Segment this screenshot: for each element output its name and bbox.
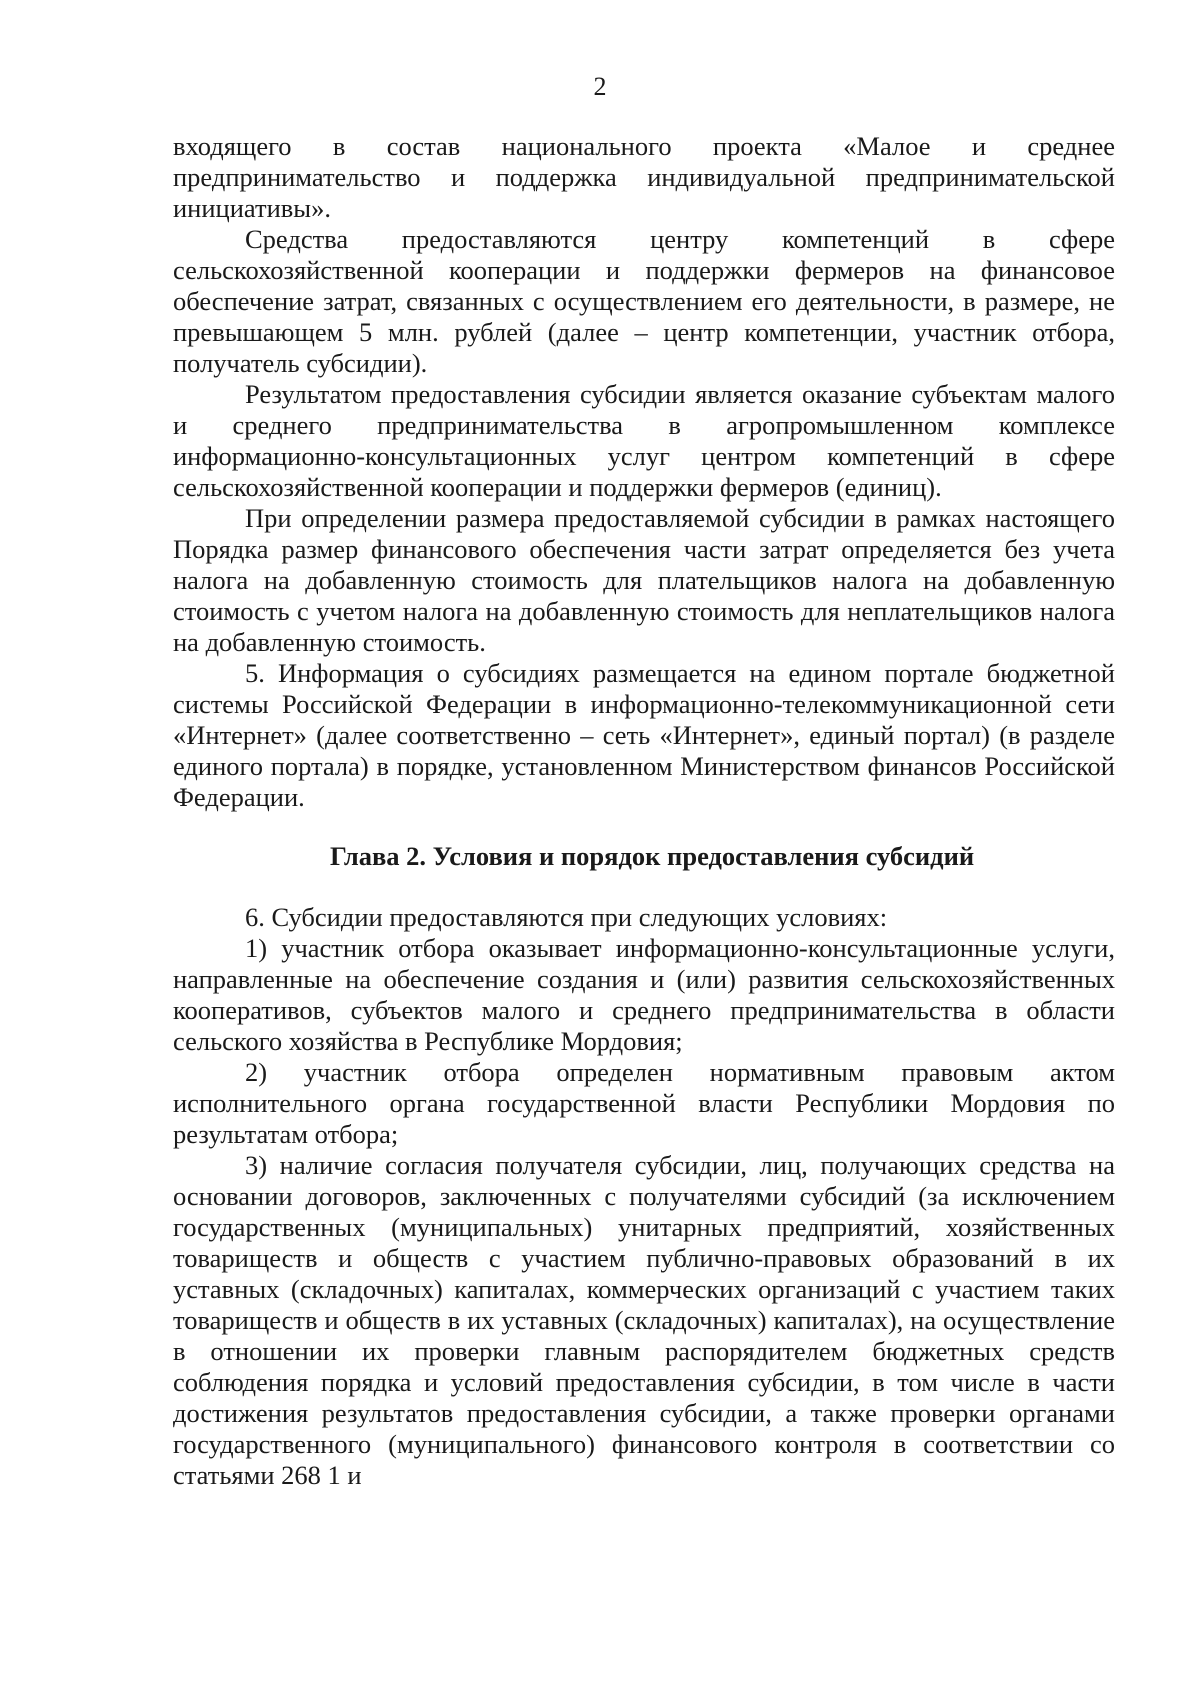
paragraph-condition-3: 3) наличие согласия получателя субсидии, лиц, получающих средства на основании договоров, заключенных с получателями субсидий (за исключением государственных (муниципальных) унитарных предприятий, хозяйственных товариществ и обществ с участием публично-правовых образований в их уставных (складочных) капиталах, коммерческих организаций с участием таких товариществ и обществ в их уставных (складочных) капиталах), на осуществление в отношении их проверки главным распорядителем бюджетных средств соблюдения порядка и условий предоставления субсидии, в том числе в части достижения результатов предоставления субсидии, а также проверки органами государственного (муниципального) финансового контроля в соответствии со статьями 268 1 и bbox=[173, 1150, 1115, 1490]
paragraph-result: Результатом предоставления субсидии является оказание субъектам малого и среднего предпринимательства в агропромышленном комплексе информационно-консультационных услуг центром компетенций в сфере сельскохозяйственной кооперации и поддержки фермеров (единиц). bbox=[173, 379, 1115, 502]
paragraph-funds: Средства предоставляются центру компетенций в сфере сельскохозяйственной кооперации и поддержки фермеров на финансовое обеспечение затрат, связанных с осуществлением его деятельности, в размере, не превышающем 5 млн. рублей (далее – центр компетенции, участник отбора, получатель субсидии). bbox=[173, 224, 1115, 378]
document-body bbox=[173, 131, 1115, 1491]
paragraph-vat: При определении размера предоставляемой субсидии в рамках настоящего Порядка размер финансового обеспечения части затрат определяется без учета налога на добавленную стоимость для плательщиков налога на добавленную стоимость с учетом налога на добавленную стоимость для неплательщиков налога на добавленную стоимость. bbox=[173, 503, 1115, 657]
paragraph-item-6: 6. Субсидии предоставляются при следующих условиях: bbox=[245, 902, 888, 932]
page-number: 2 bbox=[593, 72, 607, 101]
paragraph-continuation: входящего в состав национального проекта «Малое и среднее предпринимательство и поддержка индивидуальной предпринимательской инициативы». bbox=[173, 131, 1115, 223]
paragraph-condition-1: 1) участник отбора оказывает информационно-консультационные услуги, направленные на обеспечение создания и (или) развития сельскохозяйственных кооперативов, субъектов малого и среднего предпринимательства в области сельского хозяйства в Республике Мордовия; bbox=[173, 933, 1115, 1056]
paragraph-item-5: 5. Информация о субсидиях размещается на едином портале бюджетной системы Российской Федерации в информационно-телекоммуникационной сети «Интернет» (далее соответственно – сеть «Интернет», единый портал) (в разделе единого портала) в порядке, установленном Министерством финансов Российской Федерации. bbox=[173, 658, 1115, 812]
chapter-heading: Глава 2. Условия и порядок предоставления субсидий bbox=[330, 841, 975, 871]
paragraph-condition-2: 2) участник отбора определен нормативным правовым актом исполнительного органа государственной власти Республики Мордовия по результатам отбора; bbox=[173, 1057, 1115, 1149]
